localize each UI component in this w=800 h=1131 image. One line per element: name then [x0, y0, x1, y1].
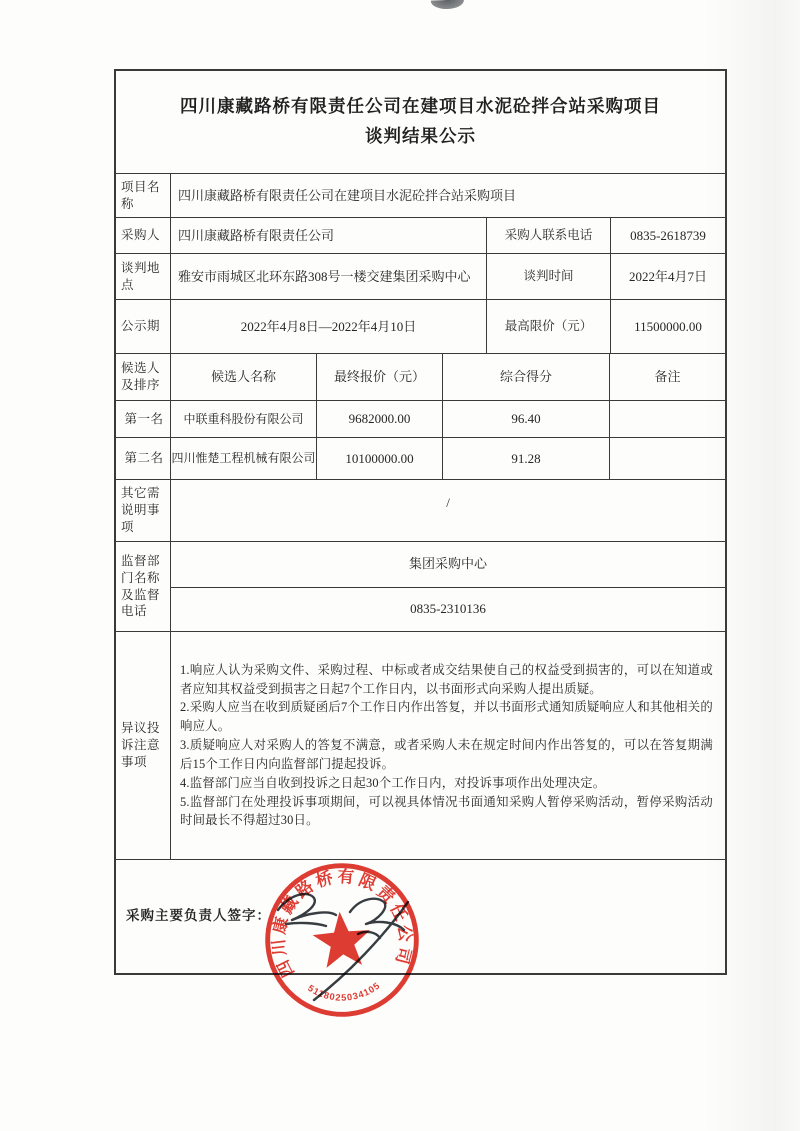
- signature-line-label: 采购主要负责人签字：: [126, 908, 271, 924]
- candidate-2-remark: [609, 438, 725, 479]
- max-price-value: 11500000.00: [610, 300, 725, 353]
- title-line-2: 谈判结果公示: [365, 126, 476, 146]
- candidates-label: 候选人及排序: [121, 361, 161, 392]
- candidate-1-score: 96.40: [442, 401, 609, 437]
- scan-artifact: [431, 0, 464, 10]
- objection-item-1: 1.响应人认为采购文件、采购过程、中标或者成交结果使自己的权益受到损害的，可以在知道或者应知其权益受到损害之日起7个工作日内，以书面形式向采购人提出质疑。: [180, 662, 713, 696]
- candidate-1-remark: [609, 401, 725, 437]
- candidate-2-name: 四川惟楚工程机械有限公司: [170, 438, 316, 479]
- purchaser-label: 采购人: [121, 228, 161, 243]
- candidates-col-remark: 备注: [609, 354, 725, 400]
- objection-item-3: 3.质疑响应人对采购人的答复不满意，或者采购人未在规定时间内作出答复的，可以在答复期满后15个工作日内向监督部门提起投诉。: [180, 738, 713, 771]
- negotiation-location-label: 谈判地点: [121, 260, 161, 292]
- title-line-1: 四川康藏路桥有限责任公司在建项目水泥砼拌合站采购项目: [180, 96, 661, 117]
- publicity-period-label: 公示期: [121, 319, 161, 334]
- candidate-2-price: 10100000.00: [316, 438, 442, 479]
- candidate-1-name: 中联重科股份有限公司: [170, 401, 316, 437]
- negotiation-time-value: 2022年4月7日: [610, 254, 725, 299]
- project-name-label: 项目名称: [121, 179, 161, 211]
- company-seal: [247, 845, 438, 1036]
- candidate-1-rank: 第一名: [124, 411, 164, 426]
- purchaser-value: 四川康藏路桥有限责任公司: [170, 218, 486, 253]
- supervision-phone: 0835-2310136: [171, 587, 725, 632]
- purchaser-phone-value: 0835-2618739: [610, 218, 725, 253]
- objection-notes: [170, 632, 725, 859]
- candidates-col-score: 综合得分: [442, 354, 609, 400]
- document-title: [116, 71, 725, 173]
- candidate-2-rank: 第二名: [124, 451, 164, 466]
- project-name-value: 四川康藏路桥有限责任公司在建项目水泥砼拌合站采购项目: [170, 174, 725, 217]
- negotiation-location-value: 雅安市雨城区北环东路308号一楼交建集团采购中心: [170, 254, 486, 299]
- purchaser-phone-label: 采购人联系电话: [486, 218, 610, 253]
- supervision-label: 监督部门名称及监督电话: [121, 553, 161, 619]
- candidate-1-price: 9682000.00: [316, 401, 442, 437]
- seal-company-text: 四川康藏路桥有限责任公司: [268, 866, 416, 981]
- other-notes-value: /: [170, 480, 725, 541]
- objection-item-5: 5.监督部门在处理投诉事项期间，可以视具体情况书面通知采购人暂停采购活动，暂停采购活动时间最长不得超过30日。: [180, 794, 713, 828]
- publicity-period-value: 2022年4月8日—2022年4月10日: [170, 300, 486, 353]
- candidates-col-price: 最终报价（元）: [316, 354, 442, 400]
- seal-star-icon: [311, 909, 373, 969]
- candidates-col-name: 候选人名称: [170, 354, 316, 400]
- objection-label: 异议投诉注意事项: [121, 721, 161, 769]
- candidate-row: [116, 400, 725, 437]
- objection-item-2: 2.采购人应当在收到质疑函后7个工作日内作出答复，并以书面形式通知质疑响应人和其他相关的响应人。: [180, 700, 713, 734]
- seal-number-text: 5118025034105: [306, 980, 382, 1003]
- supervision-department: 集团采购中心: [408, 556, 487, 572]
- objection-item-4: 4.监督部门应当自收到投诉之日起30个工作日内，对投诉事项作出处理决定。: [180, 775, 606, 790]
- other-notes-label: 其它需说明事项: [121, 486, 161, 534]
- announcement-table: [114, 69, 727, 975]
- negotiation-time-label: 谈判时间: [486, 254, 610, 299]
- candidate-row: [116, 437, 725, 479]
- max-price-label: 最高限价（元）: [486, 300, 610, 353]
- candidate-2-score: 91.28: [442, 438, 609, 479]
